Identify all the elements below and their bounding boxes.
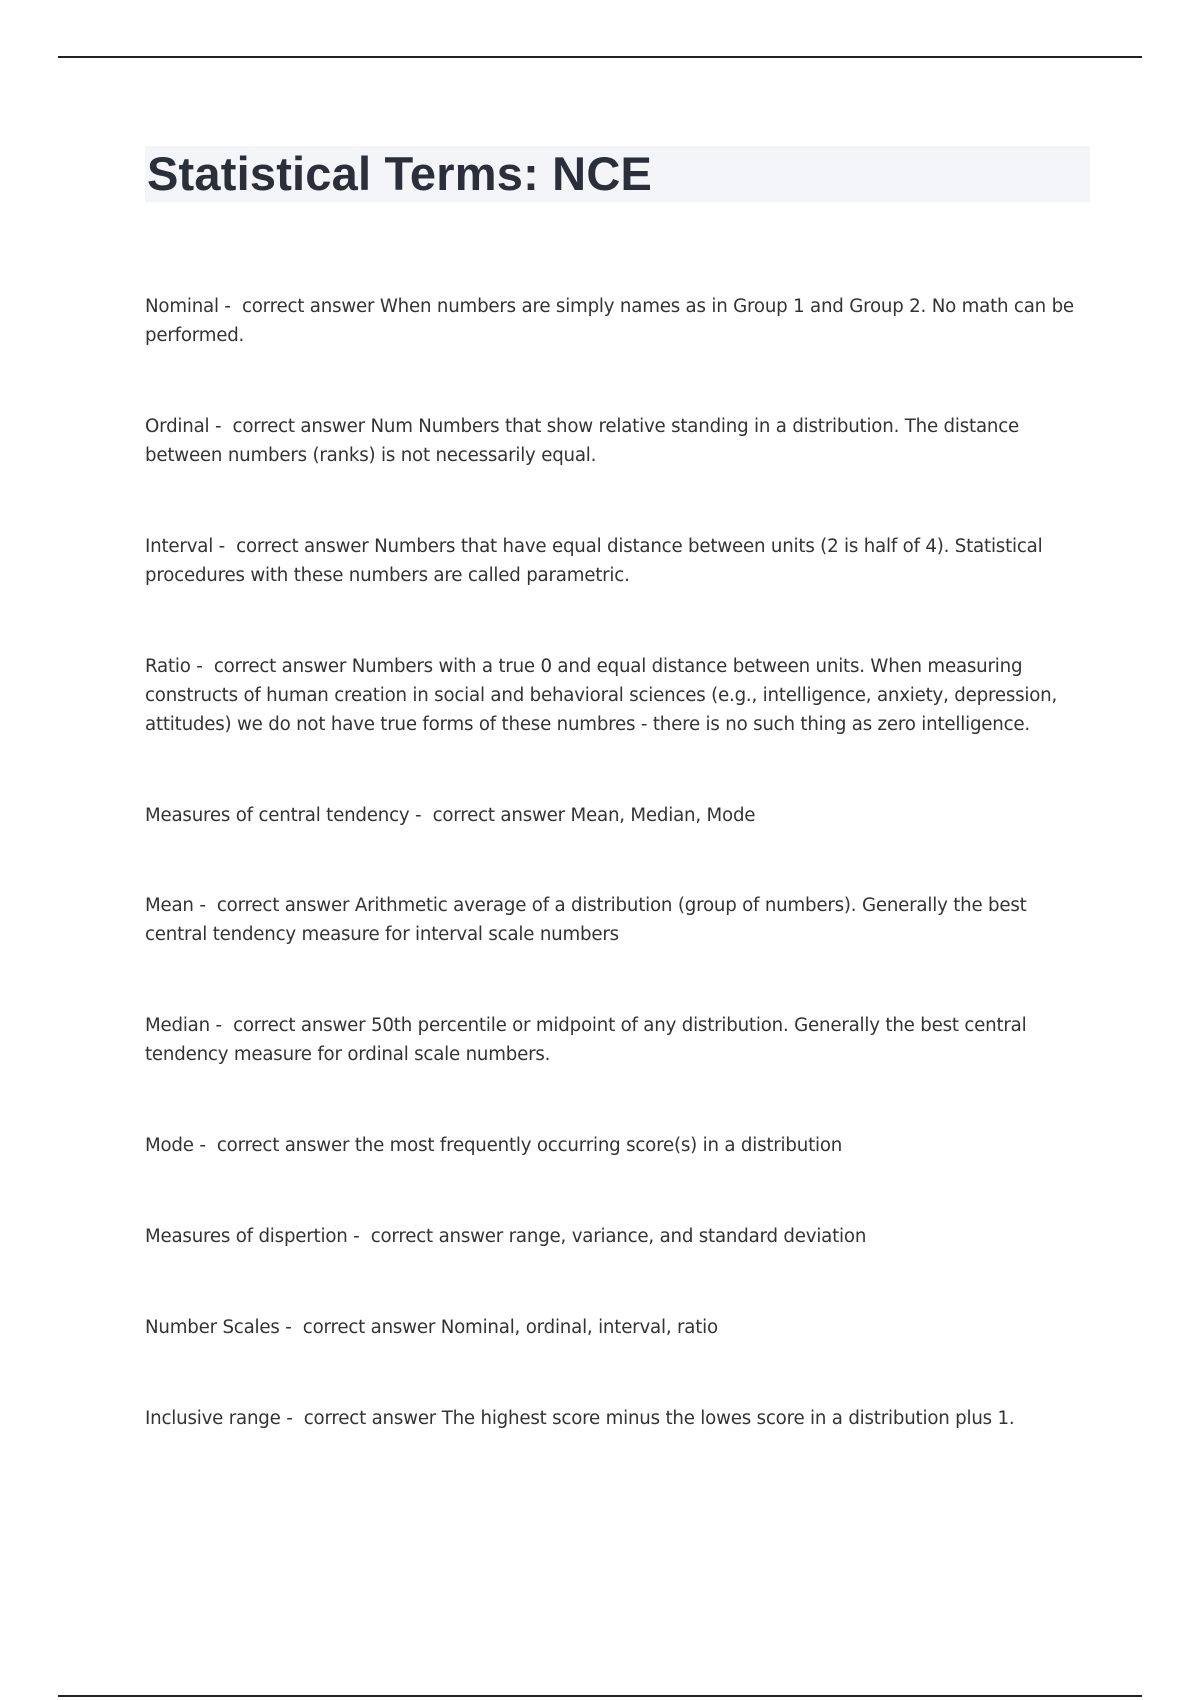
entry-mode <box>145 1131 1090 1160</box>
entry-ratio <box>145 652 1090 739</box>
entry-definition: The highest score minus the lowes score in a distribution plus 1. <box>441 1408 1015 1429</box>
entry-definition: When numbers are simply names as in Group 1 and Group 2. No math can be performed. <box>145 296 1074 346</box>
entry-answer-label: correct answer <box>236 536 369 557</box>
entry-inclusive-range <box>145 1404 1090 1433</box>
entry-definition: Nominal, ordinal, interval, ratio <box>440 1317 718 1338</box>
entry-term: Nominal <box>145 296 219 317</box>
bottom-rule <box>58 1695 1142 1697</box>
entry-separator: - <box>279 1317 303 1338</box>
entry-definition: Mean, Median, Mode <box>570 805 756 826</box>
entry-answer-label: correct answer <box>303 1408 437 1429</box>
entry-separator: - <box>193 1135 217 1156</box>
entry-central-tendency <box>145 801 1090 830</box>
entry-definition: Numbers that have equal distance between units (2 is half of 4). Statistical procedures with these numbers are called parametric. <box>145 536 1043 586</box>
entry-term: Number Scales <box>145 1317 280 1338</box>
entry-separator: - <box>347 1226 371 1247</box>
entry-dispersion <box>145 1222 1090 1251</box>
entry-answer-label: correct answer <box>216 895 350 916</box>
entry-term: Inclusive range <box>145 1408 281 1429</box>
entry-term: Ordinal <box>145 416 210 437</box>
entry-interval <box>145 532 1090 590</box>
entry-separator: - <box>280 1408 304 1429</box>
entry-definition: Numbers with a true 0 and equal distance between units. When measuring constructs of human creation in social and behavioral sciences (e.g., intelligence, anxiety, depression, attitudes) we do not have true forms of these numbres - there is no such thing as zero intelligence. <box>145 656 1058 735</box>
entry-answer-label: correct answer <box>302 1317 436 1338</box>
entry-separator: - <box>213 536 237 557</box>
entry-term: Mode <box>145 1135 194 1156</box>
entry-definition: Arithmetic average of a distribution (group of numbers). Generally the best central tendency measure for interval scale numbers <box>145 895 1027 945</box>
entry-term: Mean <box>145 895 194 916</box>
entry-term: Measures of dispertion <box>145 1226 348 1247</box>
entry-term: Interval <box>145 536 214 557</box>
entry-separator: - <box>409 805 433 826</box>
top-rule <box>58 56 1142 58</box>
entry-definition: Num Numbers that show relative standing in a distribution. The distance between numbers (ranks) is not necessarily equal. <box>145 416 1020 466</box>
entry-separator: - <box>190 656 214 677</box>
page-title: Statistical Terms: NCE <box>147 147 653 200</box>
entry-answer-label: correct answer <box>233 1015 366 1036</box>
entry-answer-label: correct answer <box>370 1226 504 1247</box>
entry-term: Measures of central tendency <box>145 805 410 826</box>
entry-definition: the most frequently occurring score(s) in a distribution <box>354 1135 843 1156</box>
entry-separator: - <box>193 895 217 916</box>
entry-median <box>145 1011 1090 1069</box>
entry-answer-label: correct answer <box>241 296 375 317</box>
entry-mean <box>145 891 1090 949</box>
entry-separator: - <box>209 416 233 437</box>
entry-separator: - <box>218 296 242 317</box>
entry-number-scales <box>145 1313 1090 1342</box>
entry-answer-label: correct answer <box>432 805 565 826</box>
entry-answer-label: correct answer <box>213 656 347 677</box>
entry-definition: 50th percentile or midpoint of any distribution. Generally the best central tendency measure for ordinal scale numbers. <box>145 1015 1027 1065</box>
entry-ordinal <box>145 412 1090 470</box>
entry-separator: - <box>209 1015 234 1036</box>
entry-nominal <box>145 292 1090 350</box>
entry-term: Median <box>145 1015 210 1036</box>
entry-term: Ratio <box>145 656 191 677</box>
entry-answer-label: correct answer <box>232 416 365 437</box>
entry-definition: range, variance, and standard deviation <box>508 1226 867 1247</box>
entry-answer-label: correct answer <box>216 1135 350 1156</box>
